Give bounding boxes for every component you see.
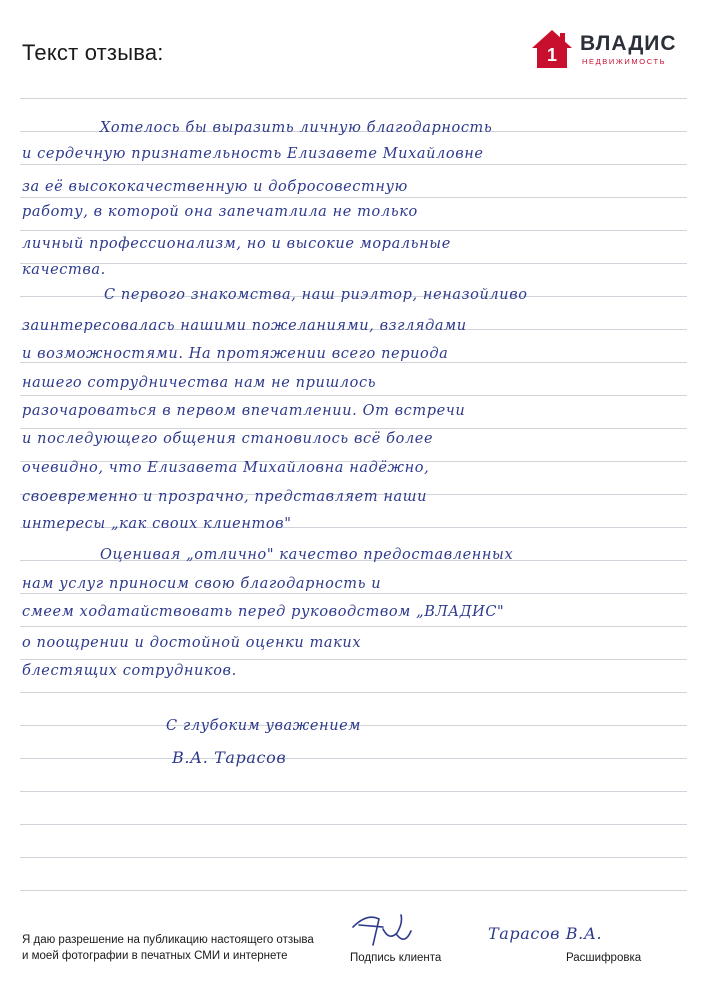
review-line: нашего сотрудничества нам не пришлось xyxy=(22,375,377,391)
publication-consent xyxy=(22,932,342,964)
review-line: качества. xyxy=(22,262,106,278)
ruled-line xyxy=(20,857,687,858)
review-line: за её высококачественную и добросовестную xyxy=(22,179,408,195)
form-title: Текст отзыва: xyxy=(22,40,164,65)
review-line: заинтересовалась нашими пожеланиями, взглядами xyxy=(22,318,467,334)
vladis-logo xyxy=(530,28,690,72)
review-line: и возможностями. На протяжении всего периода xyxy=(22,346,449,362)
ruled-line xyxy=(20,758,687,759)
review-line: блестящих сотрудников. xyxy=(22,663,237,679)
review-line: и сердечную признательность Елизавете Михайловне xyxy=(22,146,484,162)
review-line: и последующего общения становилось всё более xyxy=(22,431,434,447)
review-author: В.А. Тарасов xyxy=(172,748,287,767)
logo-name: ВЛАДИС xyxy=(580,32,677,55)
ruled-line xyxy=(20,164,687,165)
house-logo-icon xyxy=(530,28,574,70)
review-line: Оценивая „отлично" качество предоставленных xyxy=(100,547,514,563)
ruled-line xyxy=(20,824,687,825)
ruled-line xyxy=(20,593,687,594)
ruled-line xyxy=(20,362,687,363)
ruled-line xyxy=(20,428,687,429)
review-closing: С глубоким уважением xyxy=(166,718,361,734)
ruled-line xyxy=(20,890,687,891)
ruled-line xyxy=(20,791,687,792)
review-line: разочароваться в первом впечатлении. От встречи xyxy=(22,403,466,419)
logo-subtitle: НЕДВИЖИМОСТЬ xyxy=(582,57,667,66)
consent-line: и моей фотографии в печатных СМИ и интернете xyxy=(22,950,288,962)
review-line: С первого знакомства, наш риэлтор, неназойливо xyxy=(104,287,528,303)
review-line: нам услуг приносим свою благодарность и xyxy=(22,576,382,592)
review-line: работу, в которой она запечатлила не только xyxy=(22,204,418,220)
ruled-line xyxy=(20,197,687,198)
ruled-line xyxy=(20,263,687,264)
review-line: смеем ходатайствовать перед руководством „ВЛАДИС" xyxy=(22,604,505,620)
review-line: очевидно, что Елизавета Михайловна надёжно, xyxy=(22,460,430,476)
review-line: своевременно и прозрачно, представляет наши xyxy=(22,489,428,505)
decoding-label: Расшифровка xyxy=(566,952,642,964)
review-line: интересы „как своих клиентов" xyxy=(22,516,292,532)
ruled-line xyxy=(20,692,687,693)
ruled-line xyxy=(20,395,687,396)
ruled-line xyxy=(20,98,687,99)
review-line: личный профессионализм, но и высокие моральные xyxy=(22,236,451,252)
review-line: о поощрении и достойной оценки таких xyxy=(22,635,362,651)
signature-label: Подпись клиента xyxy=(350,952,442,964)
client-signature xyxy=(345,905,415,951)
consent-line: Я даю разрешение на публикацию настоящего отзыва xyxy=(22,934,314,946)
decoding-value: Тарасов В.А. xyxy=(488,924,603,943)
logo-badge: 1 xyxy=(546,45,558,65)
ruled-line xyxy=(20,626,687,627)
ruled-line xyxy=(20,230,687,231)
review-line: Хотелось бы выразить личную благодарность xyxy=(100,120,493,136)
ruled-line xyxy=(20,659,687,660)
